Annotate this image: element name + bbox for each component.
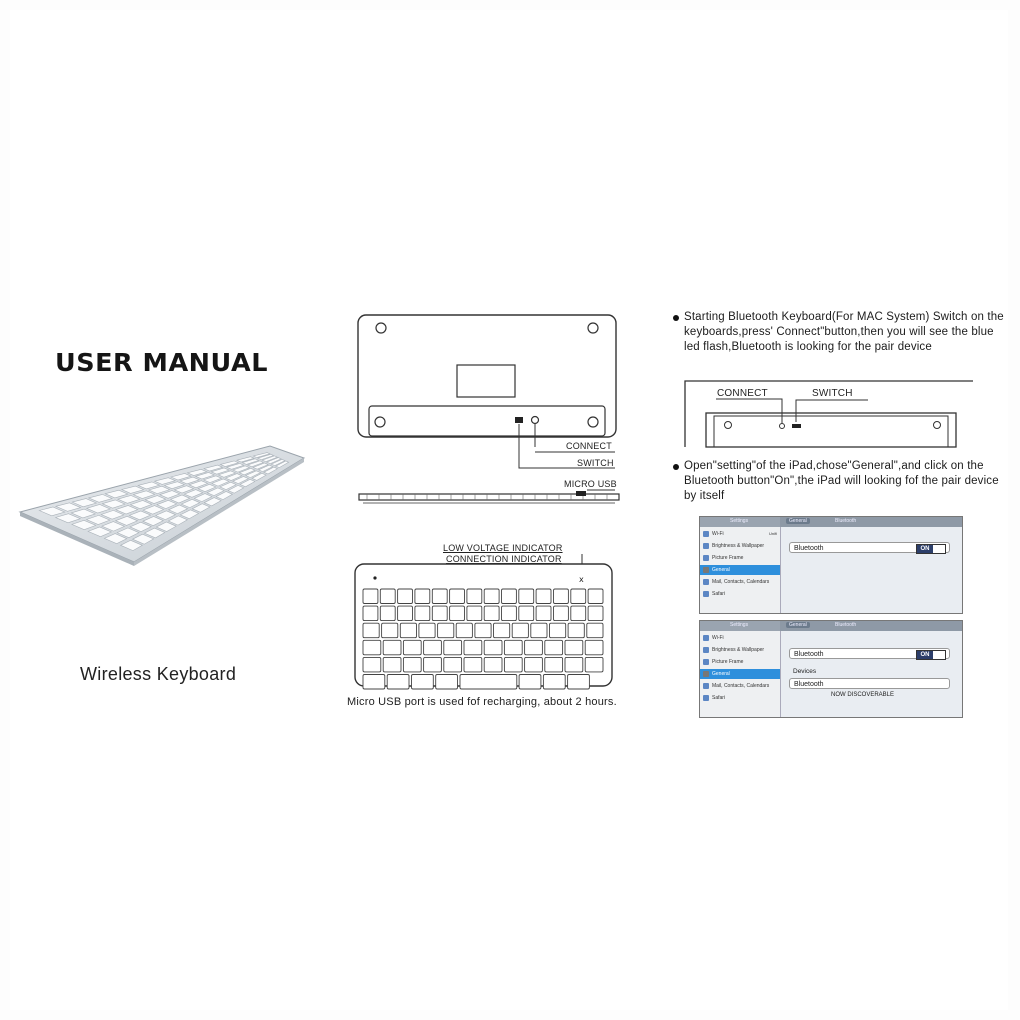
keyboard-top-diagram <box>353 552 615 690</box>
safari-icon <box>703 591 709 597</box>
diagram-key <box>467 606 482 621</box>
diagram-key <box>588 606 603 621</box>
diagram-key <box>484 589 499 604</box>
diagram-key <box>504 640 522 655</box>
ipad-general-back: General <box>786 622 810 628</box>
diagram-key <box>403 657 421 672</box>
low-voltage-label: LOW VOLTAGE INDICATOR <box>443 543 563 553</box>
right-switch-label: SWITCH <box>812 388 853 399</box>
brightness-icon <box>703 647 709 653</box>
ipad-general-back: General <box>786 518 810 524</box>
gear-icon <box>703 567 709 573</box>
bluetooth-toggle[interactable]: ON <box>916 650 946 660</box>
side-diagram-keys <box>367 494 607 500</box>
ipad-sidebar <box>700 631 781 717</box>
diagram-key <box>415 589 430 604</box>
diagram-key <box>504 657 522 672</box>
picture-frame-icon <box>703 659 709 665</box>
diagram-key <box>525 657 543 672</box>
diagram-key <box>494 623 510 638</box>
diagram-key <box>363 606 378 621</box>
micro-usb-label: MICRO USB <box>564 479 617 489</box>
diagram-key <box>400 623 416 638</box>
bullet-icon <box>673 315 679 321</box>
svg-text:x: x <box>579 575 584 584</box>
diagram-key <box>444 640 462 655</box>
diagram-key <box>363 675 385 690</box>
diagram-key <box>502 589 517 604</box>
sidebar-item-wifi[interactable]: Wi-Fi <box>700 633 780 643</box>
discoverable-status: NOW DISCOVERABLE <box>831 692 895 698</box>
diagram-key <box>450 606 465 621</box>
sidebar-item-mail[interactable]: Mail, Contacts, Calendars <box>700 681 780 691</box>
diagram-key <box>525 640 543 655</box>
diagram-key <box>519 589 534 604</box>
diagram-key <box>432 589 447 604</box>
diagram-key <box>571 589 586 604</box>
diagram-key <box>502 606 517 621</box>
diagram-key <box>380 606 395 621</box>
bullet-icon <box>673 464 679 470</box>
diagram-key <box>412 675 434 690</box>
diagram-key <box>436 675 458 690</box>
diagram-key <box>484 640 502 655</box>
mail-icon <box>703 579 709 585</box>
wifi-icon <box>703 531 709 537</box>
diagram-key <box>484 606 499 621</box>
diagram-key <box>519 675 541 690</box>
diagram-key <box>398 606 413 621</box>
diagram-key <box>363 589 378 604</box>
diagram-key <box>536 589 551 604</box>
diagram-key <box>438 623 454 638</box>
ipad-main-pane <box>781 527 962 613</box>
mail-icon <box>703 683 709 689</box>
switch-label: SWITCH <box>577 458 614 468</box>
bluetooth-row: Bluetooth ON <box>789 542 950 553</box>
device-row[interactable]: Bluetooth <box>789 678 950 689</box>
diagram-key <box>383 640 401 655</box>
diagram-key <box>554 589 569 604</box>
ipad-settings-title: Settings <box>730 622 749 628</box>
diagram-key <box>543 675 565 690</box>
connect-label: CONNECT <box>566 441 612 451</box>
diagram-key <box>380 589 395 604</box>
diagram-key <box>512 623 528 638</box>
sidebar-item-general[interactable]: General <box>700 669 780 679</box>
bluetooth-toggle[interactable]: ON <box>916 544 946 554</box>
diagram-key <box>363 640 381 655</box>
ipad-sidebar <box>700 527 781 613</box>
diagram-key <box>450 589 465 604</box>
diagram-key <box>444 657 462 672</box>
diagram-key <box>383 657 401 672</box>
sidebar-item-safari[interactable]: Safari <box>700 589 780 599</box>
ipad-bluetooth-title: Bluetooth <box>835 622 857 628</box>
ipad-screenshot-1 <box>699 516 963 614</box>
diagram-key <box>464 640 482 655</box>
keyboard-side-diagram <box>355 486 625 508</box>
ipad-main-pane <box>781 631 962 717</box>
sidebar-item-picture-frame[interactable]: Picture Frame <box>700 657 780 667</box>
diagram-key <box>585 640 603 655</box>
right-connect-label: CONNECT <box>717 388 768 399</box>
diagram-key <box>568 675 590 690</box>
diagram-key <box>588 589 603 604</box>
diagram-key <box>536 606 551 621</box>
diagram-key <box>363 657 381 672</box>
diagram-key <box>387 675 409 690</box>
diagram-key <box>398 589 413 604</box>
diagram-key <box>571 606 586 621</box>
diagram-key <box>363 623 379 638</box>
sidebar-item-safari[interactable]: Safari <box>700 693 780 703</box>
diagram-key <box>424 640 442 655</box>
diagram-key <box>382 623 398 638</box>
sidebar-item-brightness[interactable]: Brightness & Wallpaper <box>700 645 780 655</box>
sidebar-item-general[interactable]: General <box>700 565 780 575</box>
brightness-icon <box>703 543 709 549</box>
diagram-key <box>585 657 603 672</box>
diagram-key <box>545 657 563 672</box>
diagram-key <box>424 657 442 672</box>
diagram-key <box>464 657 482 672</box>
wifi-icon <box>703 635 709 641</box>
keyboard-photo <box>16 440 308 570</box>
gear-icon <box>703 671 709 677</box>
ipad-screenshot-2 <box>699 620 963 718</box>
devices-heading: Devices <box>793 668 817 675</box>
step-1-body: Starting Bluetooth Keyboard(For MAC System) Switch on the keyboards,press' Connect"button,then you will see the blue led flash,Bluetooth is looking for the pair device <box>684 311 1004 353</box>
ipad-settings-title: Settings <box>730 518 749 524</box>
diagram-key <box>545 640 563 655</box>
diagram-key <box>531 623 547 638</box>
diagram-key <box>403 640 421 655</box>
safari-icon <box>703 695 709 701</box>
diagram-key <box>460 675 517 690</box>
step-1-text <box>684 310 1004 355</box>
diagram-key <box>484 657 502 672</box>
diagram-key <box>568 623 584 638</box>
diagram-key <box>456 623 472 638</box>
diagram-key <box>519 606 534 621</box>
ipad-bluetooth-title: Bluetooth <box>835 518 857 524</box>
diagram-key <box>554 606 569 621</box>
step-2-text <box>684 459 1004 504</box>
sidebar-item-wifi[interactable]: Wi-Fi Unifi <box>700 529 780 539</box>
recharge-caption: Micro USB port is used fof recharging, about 2 hours. <box>347 696 617 708</box>
picture-frame-icon <box>703 555 709 561</box>
diagram-key <box>467 589 482 604</box>
diagram-key <box>550 623 566 638</box>
diagram-key <box>432 606 447 621</box>
diagram-key <box>475 623 491 638</box>
diagram-key <box>415 606 430 621</box>
diagram-key <box>565 657 583 672</box>
page-title: USER MANUAL <box>55 348 268 377</box>
diagram-key <box>565 640 583 655</box>
sidebar-item-picture-frame[interactable]: Picture Frame <box>700 553 780 563</box>
step-2-body: Open"setting"of the iPad,chose"General",and click on the Bluetooth button"On",the iPad will looking fof the pair device by itself <box>684 460 999 502</box>
bluetooth-row: Bluetooth ON <box>789 648 950 659</box>
diagram-key <box>419 623 435 638</box>
connection-indicator-label: CONNECTION INDICATOR <box>446 554 562 564</box>
diagram-key <box>587 623 603 638</box>
sidebar-item-mail[interactable]: Mail, Contacts, Calendars <box>700 577 780 587</box>
sidebar-item-brightness[interactable]: Brightness & Wallpaper <box>700 541 780 551</box>
product-name: Wireless Keyboard <box>80 664 237 684</box>
